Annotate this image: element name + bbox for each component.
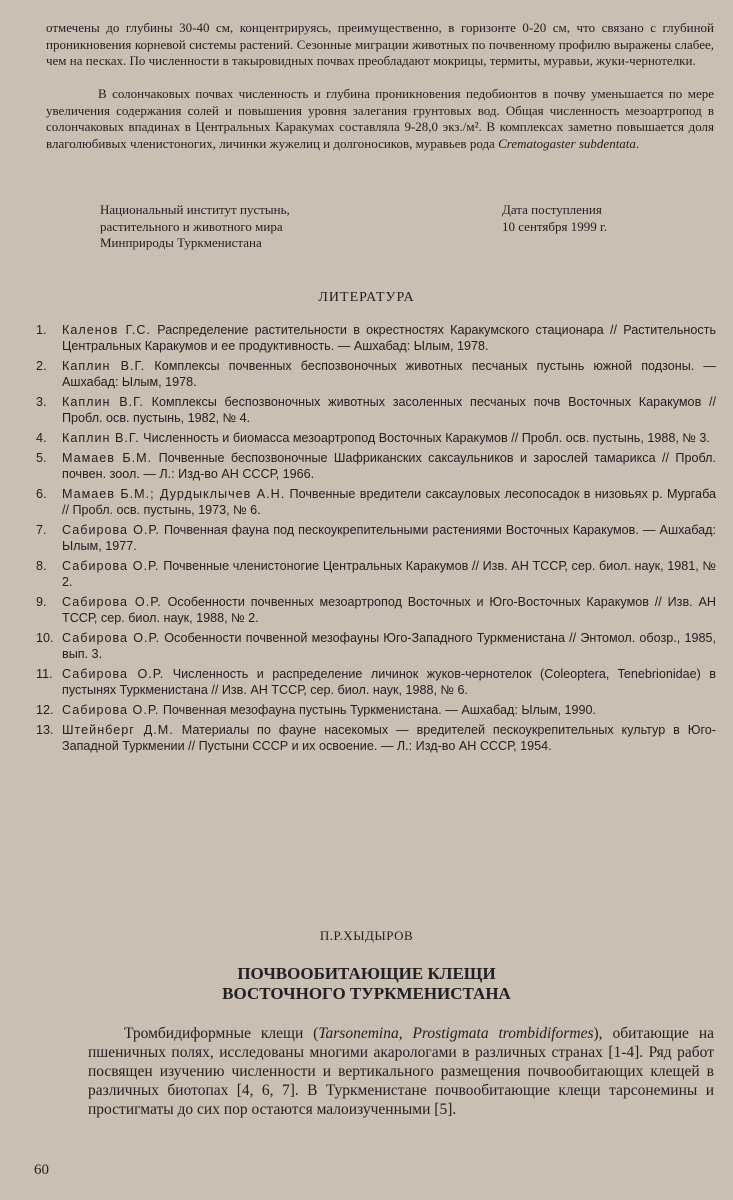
reference-item — [36, 486, 716, 518]
reference-author: Каленов Г.С. — [62, 323, 151, 337]
received-label: Дата поступления — [502, 202, 602, 217]
reference-author: Штейнберг Д.М. — [62, 723, 174, 737]
reference-text: Численность и биомасса мезоартропод Восточных Каракумов // Пробл. осв. пустынь, 1988, № 3. — [139, 431, 710, 445]
received-date: 10 сентября 1999 г. — [502, 218, 608, 234]
article-author: П.Р.ХЫДЫРОВ — [319, 928, 414, 943]
reference-text: Распределение растительности в окрестностях Каракумского стационара // Растительность Центральных Каракумов и ее продуктивность. — Ашхабад: Ылым, 1978. — [62, 323, 717, 353]
reference-item — [36, 358, 716, 390]
reference-item — [36, 722, 716, 754]
institution-line-1: Национальный институт пустынь, — [100, 202, 290, 217]
reference-text: Комплексы беспозвоночных животных засоленных песчаных почв Восточных Каракумов // Пробл. осв. пустынь, 1982, № 4. — [62, 395, 716, 425]
article-title — [0, 964, 733, 1004]
reference-item — [36, 558, 716, 590]
reference-number: 7. — [36, 523, 47, 537]
reference-author: Сабирова О.Р. — [62, 667, 165, 681]
reference-item — [36, 594, 716, 626]
references-list — [36, 322, 716, 758]
reference-item — [36, 702, 716, 718]
reference-text: Почвенные членистоногие Центральных Каракумов // Изв. АН ТССР, сер. биол. наук, 1981, № 2. — [62, 559, 716, 589]
reference-author: Сабирова О.Р. — [62, 523, 160, 537]
reference-number: 3. — [36, 395, 47, 409]
reference-number: 2. — [36, 359, 47, 373]
reference-author: Каплин В.Г. — [62, 431, 140, 445]
reference-text: Почвенные вредители саксауловых лесопосадок в низовьях р. Мургаба // Пробл. осв. пустынь, 1973, № 6. — [62, 487, 716, 517]
intro-text-start: Тромбидиформные клещи ( — [124, 1025, 319, 1042]
reference-text: Почвенная фауна под пескоукрепительными растениями Восточных Каракумов. — Ашхабад: Ылым, 1977. — [62, 523, 716, 553]
institution-block — [100, 202, 400, 252]
paragraph-solonchak — [46, 86, 714, 152]
reference-author: Мамаев Б.М. — [62, 451, 153, 465]
article-title-line-1: ПОЧВООБИТАЮЩИЕ КЛЕЩИ — [237, 964, 496, 983]
reference-item — [36, 666, 716, 698]
reference-number: 13. — [36, 723, 54, 737]
paragraph-continued: отмечены до глубины 30-40 см, концентрируясь, преимущественно, в горизонте 0-20 см, что связано с глубиной проникновения корневой системы растений. Сезонные миграции животных по почвенному профилю выражены слабее, чем на песках. По численности в такыровидных почвах преобладают мокрицы, термиты, муравьи, жуки-чернотелки. — [46, 20, 714, 68]
intro-text-rest: ), обитающие на пшеничных полях, исследованы многими акарологами в различных странах [1-4]. Ряд работ посвящен изучению численности и вертикального размещения почвообитающих клещей в различных биотопах [4, 6, 7]. В Туркменистане почвообитающие клещи тарсонемины и простигматы до сих пор остаются малоизученными [5]. — [88, 1025, 714, 1118]
reference-number: 4. — [36, 431, 47, 445]
reference-text: Комплексы почвенных беспозвоночных животных песчаных пустынь южной подзоны. — Ашхабад: Ылым, 1978. — [62, 359, 716, 389]
reference-number: 8. — [36, 559, 47, 573]
reference-text: Особенности почвенной мезофауны Юго-Западного Туркменистана // Энтомол. обозр., 1985, вып. 3. — [62, 631, 716, 661]
reference-text: Особенности почвенных мезоартропод Восточных и Юго-Восточных Каракумов // Изв. АН ТССР, сер. биол. наук, 1988, № 2. — [62, 595, 716, 625]
reference-item — [36, 522, 716, 554]
reference-text: Почвенные беспозвоночные Шафриканских саксаульников и зарослей тамарикса // Пробл. почвен. зоол. — Л.: Изд-во АН СССР, 1966. — [62, 451, 716, 481]
institution-line-2: растительного и животного мира — [100, 218, 283, 234]
received-date-block — [502, 202, 702, 235]
reference-author: Сабирова О.Р. — [62, 559, 160, 573]
institution-line-3: Минприроды Туркменистана — [100, 235, 262, 250]
reference-item — [36, 450, 716, 482]
reference-author: Каплин В.Г. — [62, 395, 144, 409]
reference-number: 6. — [36, 487, 47, 501]
reference-item — [36, 430, 716, 446]
references-heading: ЛИТЕРАТУРА — [318, 290, 415, 305]
reference-author: Каплин В.Г. — [62, 359, 146, 373]
article-intro-paragraph — [88, 1024, 714, 1119]
reference-number: 5. — [36, 451, 47, 465]
reference-item — [36, 322, 716, 354]
reference-author: Мамаев Б.М.; Дурдыклычев А.Н. — [62, 487, 286, 501]
reference-author: Сабирова О.Р. — [62, 703, 160, 717]
reference-number: 1. — [36, 323, 47, 337]
reference-text: Материалы по фауне насекомых — вредителей пескоукрепительных культур в Юго-Западной Туркмении // Пустыни СССР и их освоение. — Л.: Изд-во АН СССР, 1954. — [62, 723, 716, 753]
reference-text: Почвенная мезофауна пустынь Туркменистана. — Ашхабад: Ылым, 1990. — [159, 703, 597, 717]
page-number: 60 — [34, 1162, 49, 1178]
reference-author: Сабирова О.Р. — [62, 631, 161, 645]
paragraph-end: . — [635, 135, 640, 151]
reference-number: 10. — [36, 631, 54, 645]
reference-number: 12. — [36, 703, 54, 717]
reference-author: Сабирова О.Р. — [62, 595, 162, 609]
reference-text: Численность и распределение личинок жуков-чернотелок (Coleoptera, Tenebrionidae) в пустынях Туркменистана // Изв. АН ТССР, сер. биол. наук, 1988, № 6. — [62, 667, 716, 697]
reference-number: 11. — [36, 667, 53, 681]
taxa-names: Tarsonemina, Prostigmata trombidiformes — [318, 1025, 594, 1042]
reference-item — [36, 630, 716, 662]
reference-item — [36, 394, 716, 426]
reference-number: 9. — [36, 595, 47, 609]
article-title-line-2: ВОСТОЧНОГО ТУРКМЕНИСТАНА — [222, 984, 511, 1003]
species-name: Crematogaster subdentata — [498, 135, 636, 151]
paragraph-text: В солончаковых почвах численность и глубина проникновения педобионтов в почву уменьшается по мере увеличения содержания солей и повышения уровня залегания грунтовых вод. Общая численность мезоартропод в солончаковых впадинах в Центральных Каракумах составляла 9-28,0 экз./м². В комплексах заметно повышается доля влаголюбивых членистоногих, личинки жужелиц и долгоносиков, муравьев рода — [46, 86, 714, 151]
